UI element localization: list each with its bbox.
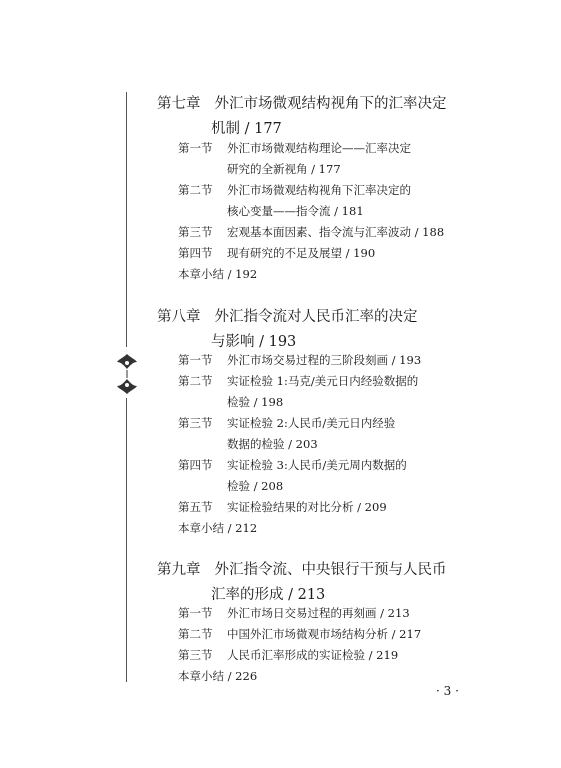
section-title: 外汇市场微观结构理论——汇率决定 [227, 141, 411, 155]
section-entry [178, 626, 421, 642]
section-entry [178, 245, 375, 261]
section-entry [178, 415, 395, 431]
ornament-icon [116, 352, 138, 396]
chapter-label: 第九章 [157, 562, 201, 578]
section-title-continued: 检验 / 198 [227, 395, 284, 409]
section-title: 实证检验 3:人民币/美元周内数据的 [227, 458, 407, 472]
section-title-continued: 检验 / 208 [227, 479, 284, 493]
section-label: 第二节 [178, 627, 213, 641]
section-title-continued: 研究的全新视角 / 177 [227, 162, 341, 176]
chapter-summary: 本章小结 / 226 [178, 669, 258, 683]
section-entry [178, 499, 387, 515]
chapter-title: 外汇指令流、中央银行干预与人民币 [214, 562, 447, 578]
chapter-title: 外汇指令流对人民币汇率的决定 [214, 309, 418, 325]
section-entry [178, 373, 418, 389]
section-entry [178, 647, 398, 663]
chapter-summary: 本章小结 / 192 [178, 267, 258, 281]
section-label: 第四节 [178, 246, 213, 260]
section-title: 外汇市场日交易过程的再刻画 / 213 [227, 606, 410, 620]
chapter-title: 外汇市场微观结构视角下的汇率决定 [214, 96, 447, 112]
section-entry [178, 224, 444, 240]
section-label: 第一节 [178, 353, 213, 367]
section-title: 中国外汇市场微观市场结构分析 / 217 [227, 627, 422, 641]
section-label: 第三节 [178, 416, 213, 430]
section-entry [178, 352, 421, 368]
section-label: 第五节 [178, 500, 213, 514]
section-title: 实证检验结果的对比分析 / 209 [227, 500, 387, 514]
section-title: 外汇市场微观结构视角下汇率决定的 [227, 183, 411, 197]
section-label: 第二节 [178, 183, 213, 197]
left-margin-rule [126, 398, 127, 682]
left-margin-rule [126, 92, 127, 347]
section-entry [178, 605, 410, 621]
section-title-continued: 核心变量——指令流 / 181 [227, 204, 364, 218]
section-label: 第四节 [178, 458, 213, 472]
section-title: 现有研究的不足及展望 / 190 [227, 246, 376, 260]
chapter-heading [157, 92, 447, 113]
chapter-summary: 本章小结 / 212 [178, 521, 258, 535]
section-label: 第二节 [178, 374, 213, 388]
section-entry [178, 457, 407, 473]
chapter-heading [157, 558, 447, 579]
chapter-heading [157, 305, 418, 326]
chapter-label: 第七章 [157, 96, 201, 112]
chapter-title-continued: 汇率的形成 / 213 [211, 587, 326, 603]
section-label: 第三节 [178, 648, 213, 662]
section-entry [178, 140, 411, 156]
section-title: 实证检验 2:人民币/美元日内经验 [227, 416, 396, 430]
section-label: 第三节 [178, 225, 213, 239]
page-number: · 3 · [436, 684, 459, 698]
section-label: 第一节 [178, 606, 213, 620]
chapter-label: 第八章 [157, 309, 201, 325]
section-title-continued: 数据的检验 / 203 [227, 437, 318, 451]
section-title: 人民币汇率形成的实证检验 / 219 [227, 648, 399, 662]
section-title: 宏观基本面因素、指令流与汇率波动 / 188 [227, 225, 445, 239]
section-title: 实证检验 1:马克/美元日内经验数据的 [227, 374, 419, 388]
chapter-title-continued: 与影响 / 193 [211, 334, 297, 350]
section-title: 外汇市场交易过程的三阶段刻画 / 193 [227, 353, 422, 367]
chapter-title-continued: 机制 / 177 [211, 121, 282, 137]
section-entry [178, 182, 411, 198]
section-label: 第一节 [178, 141, 213, 155]
